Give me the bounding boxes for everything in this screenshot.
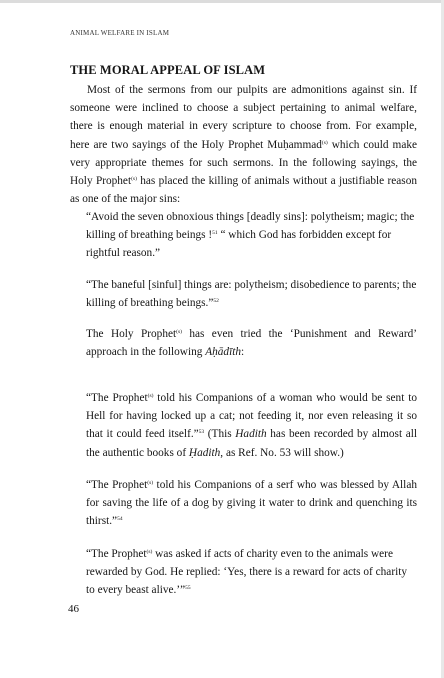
reward-text-2: has even tried the ‘Punishment and Reward’ approach in the following: [86, 328, 417, 359]
quote-3-text-5: , as Ref. No. 53 will show.): [220, 446, 344, 459]
honorific-superscript: (s): [176, 329, 182, 335]
footnote-55-marker: 55: [185, 585, 191, 592]
page-number: 46: [68, 603, 79, 615]
running-head: ANIMAL WELFARE IN ISLAM: [70, 29, 170, 37]
quote-3-text-1: “The Prophet: [86, 392, 148, 404]
honorific-superscript: (s): [147, 393, 154, 399]
intro-text-2: which could make very appropriate themes for such sermons. In the following sayings, the Holy Prophet: [70, 138, 417, 188]
quote-charity: [86, 545, 417, 600]
quote-5-text-1: “The Prophet: [86, 548, 147, 560]
quote-baneful-things: [86, 276, 418, 312]
quote-dog: [86, 476, 417, 531]
quote-seven-sins: [86, 208, 418, 263]
ahadith-term: Aḥādīth: [205, 346, 241, 359]
quote-3-text-2: told his Companions of a woman who would be sent to Hell for having locked up a cat; not feeding it, nor even releasing it so that it could feed itself.”: [86, 392, 418, 441]
quote-cat: [86, 389, 417, 462]
reward-paragraph: [86, 325, 417, 361]
intro-text-1: Most of the sermons from our pulpits are admonitions against sin. If someone were inclined to choose a subject pertaining to animal welfare, there is enough material in every scripture to choose from. For example, here are two sayings of the Holy Prophet Muḥammad: [70, 84, 417, 151]
quote-5-text-2: was asked if acts of charity even to the animals were rewarded by God. He replied: ‘Yes, there is a reward for acts of charity to every beast alive.’”: [86, 548, 408, 597]
footnote-51-marker: 51: [212, 230, 218, 237]
quote-3-text-4: has been recorded by almost all the authentic books of: [86, 428, 417, 459]
reward-text-1: The Holy Prophet: [86, 328, 177, 340]
quote-3-text-3: (This: [204, 428, 236, 441]
page-edge-top: [0, 0, 444, 3]
reward-text-3: :: [241, 346, 245, 359]
quote-4-text-2: told his Companions of a serf who was blessed by Allah for saving the life of a dog by giving it water to drink and quenching its thirst.”: [86, 479, 417, 528]
footnote-53-marker: 53: [198, 429, 205, 436]
hadith-term: Hadith: [235, 428, 267, 441]
honorific-superscript: (s): [321, 139, 328, 146]
quote-1-text-2: “ which God has forbidden except for rightful reason.”: [86, 229, 392, 260]
section-heading: THE MORAL APPEAL OF ISLAM: [70, 63, 266, 77]
quote-4-text-1: “The Prophet: [86, 479, 148, 491]
footnote-52-marker: 52: [213, 298, 219, 305]
quote-1-text-1: “Avoid the seven obnoxious things [deadly sins]: polytheism; magic; the killing of breathing beings !: [86, 211, 415, 242]
honorific-superscript: (s): [147, 480, 154, 486]
hadith-term: Ḥadith: [188, 446, 221, 459]
quote-2-text-1: “The baneful [sinful] things are: polytheism; disobedience to parents; the killing of breathing beings.”: [86, 279, 417, 310]
intro-paragraph: [70, 81, 417, 208]
honorific-superscript: (s): [146, 549, 153, 555]
intro-text-3: has placed the killing of animals without a justifiable reason as one of the major sins:: [70, 175, 417, 206]
footnote-54-marker: 54: [117, 516, 123, 523]
honorific-superscript: (s): [131, 176, 137, 183]
